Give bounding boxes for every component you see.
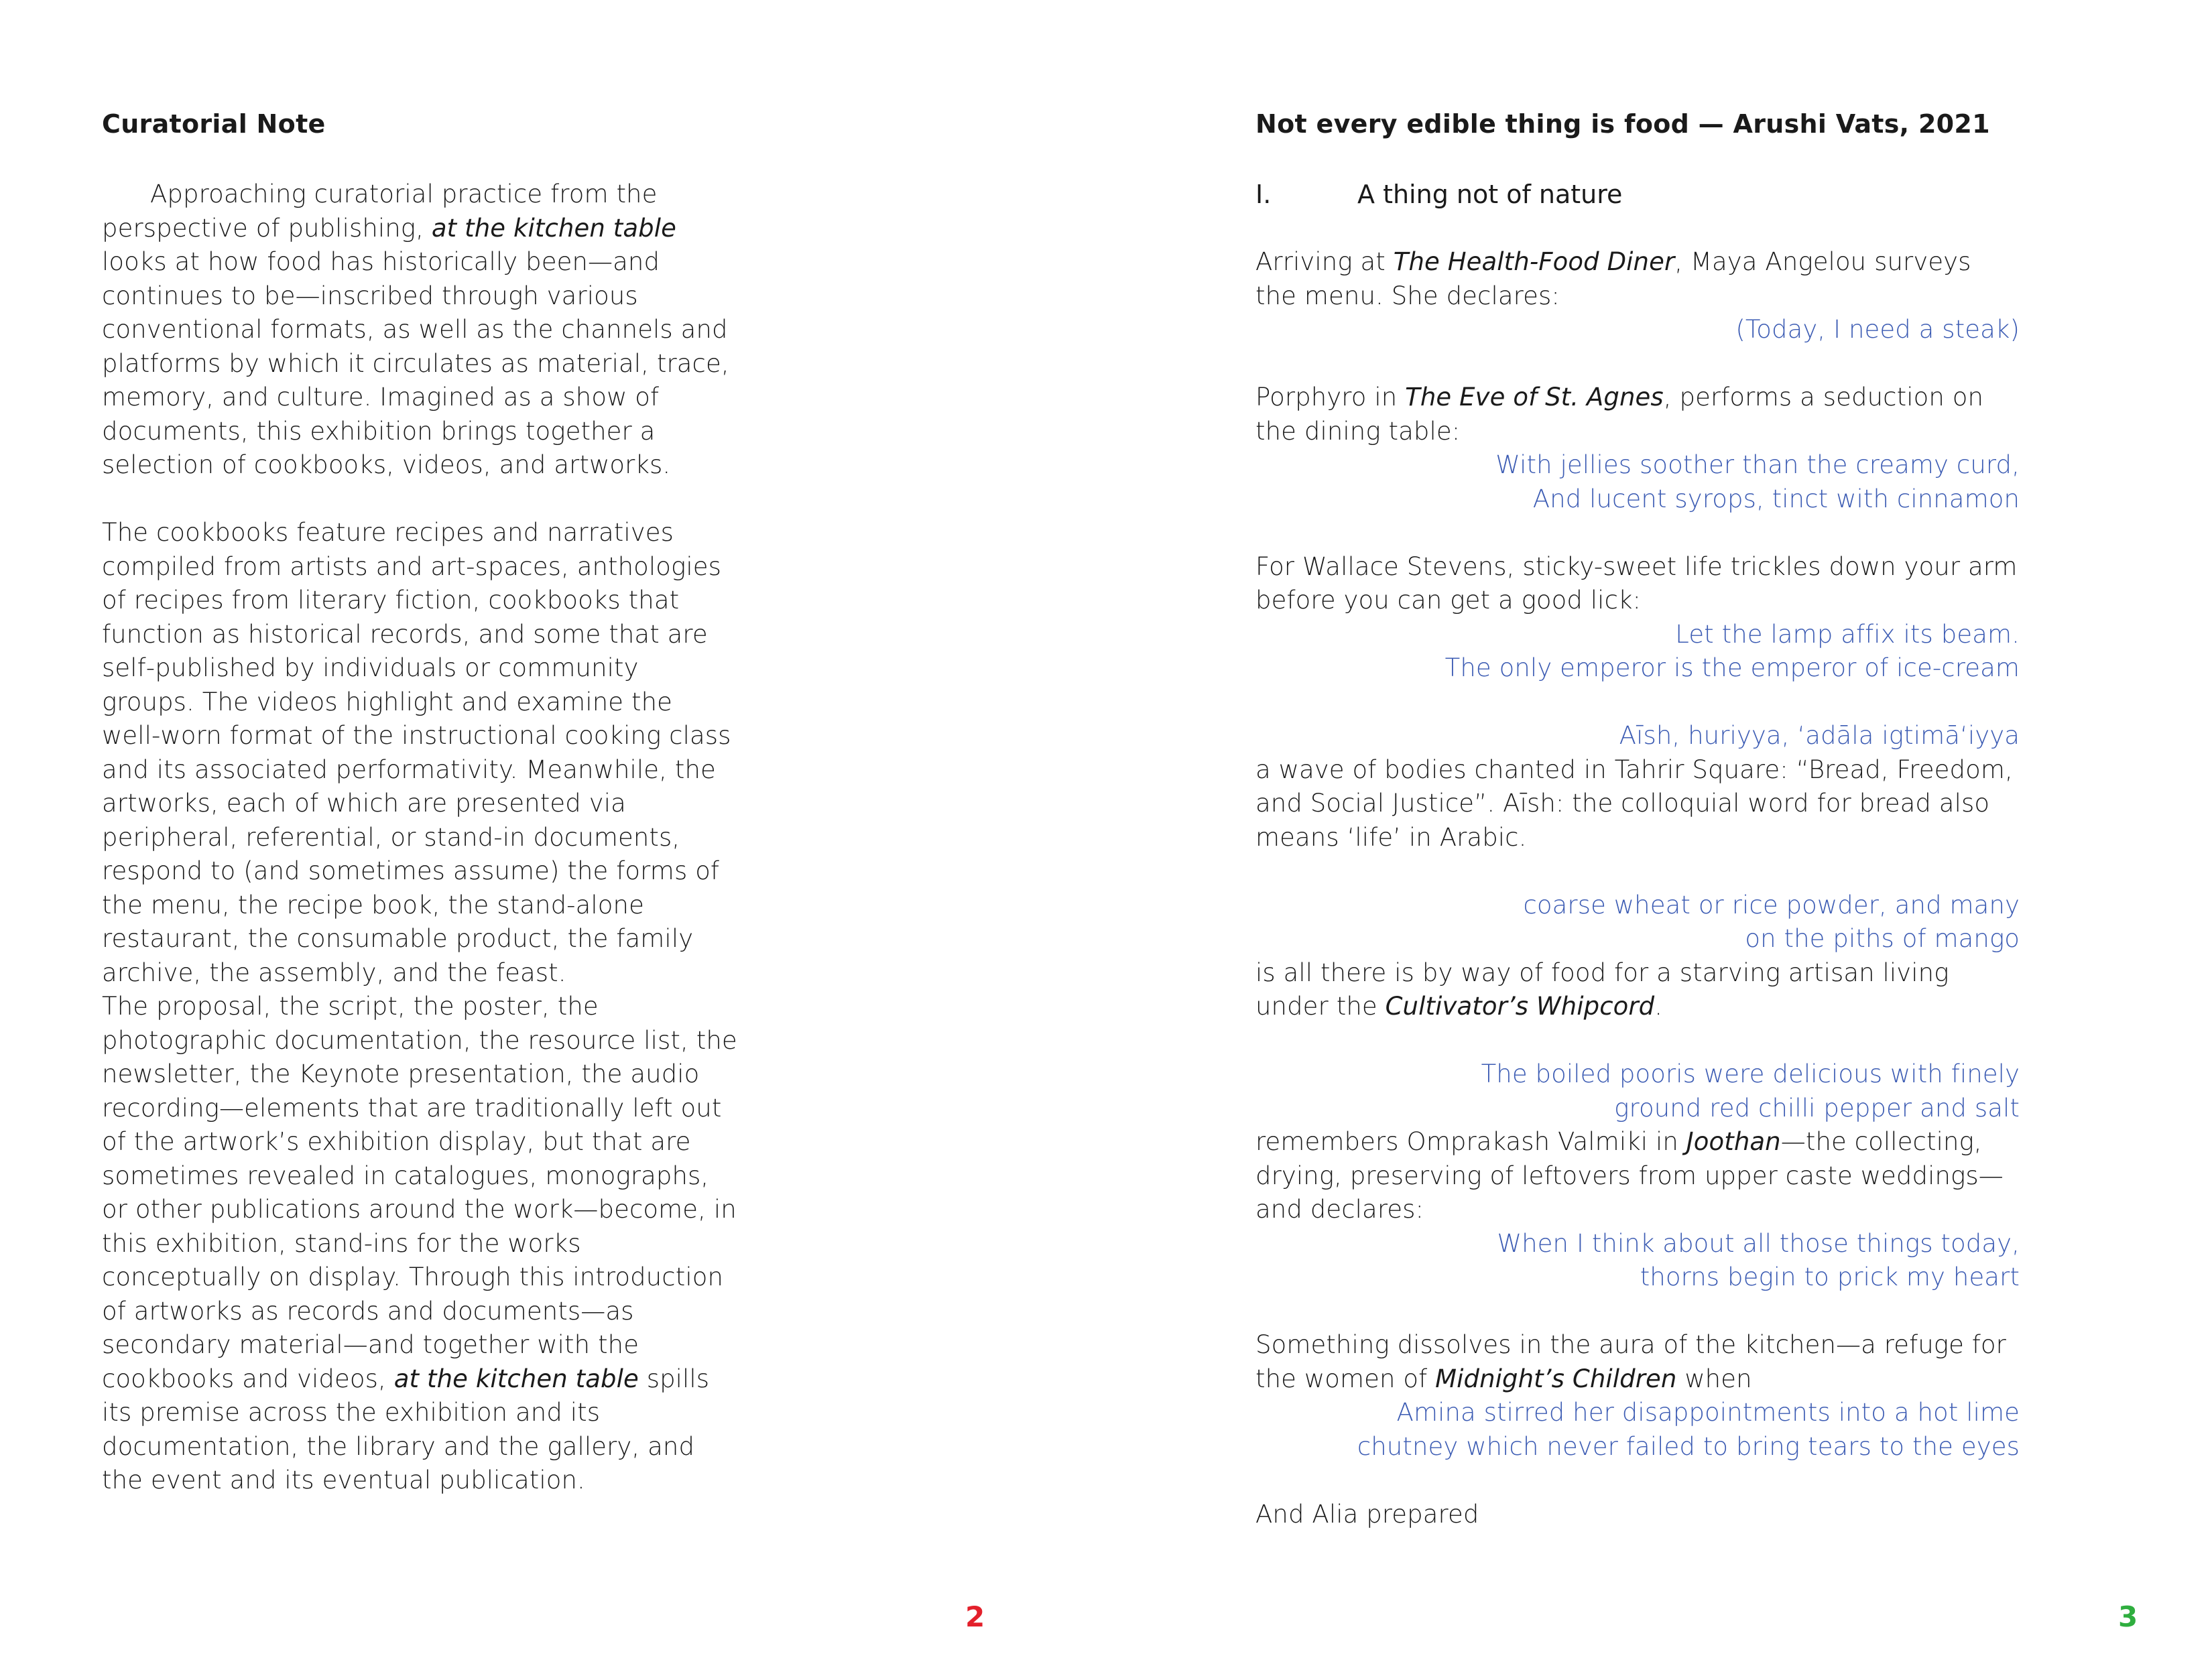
title-italic: Midnight’s Children — [1435, 1364, 1677, 1393]
body-alia: And Alia prepared — [1255, 1499, 1479, 1529]
paragraph-proposal — [102, 990, 739, 1498]
section-number: I. — [1255, 180, 1272, 209]
intro-text-a: Approaching curatorial practice from the perspective of publishing, — [102, 180, 658, 243]
quote-valmiki-line-2: ground red chilli pepper and salt — [1614, 1093, 2020, 1123]
body-text: , Maya Angelou surveys the menu. She declares: — [1255, 247, 1971, 310]
right-page — [1255, 0, 2020, 1662]
quote-valmiki-2-line-1: When I think about all those things today, — [1497, 1228, 2020, 1258]
quote-rushdie-line-1: Amina stirred her disappointments into a hot lime — [1396, 1398, 2020, 1427]
body-valmiki — [1255, 1125, 2020, 1227]
body-text: Arriving at — [1255, 247, 1394, 276]
page-number-right: 3 — [2118, 1600, 2138, 1633]
quote-artisan-line-2: on the piths of mango — [1745, 924, 2020, 953]
quote-artisan-line-1: coarse wheat or rice powder, and many — [1523, 890, 2020, 919]
body-artisan — [1255, 956, 2020, 1024]
paragraph-cookbooks: The cookbooks feature recipes and narratives compiled from artists and art-spaces, anthologies of recipes from literary fiction, cookbooks that function as historical records, and some that are self-published by individuals or community groups. The videos highlight and examine the well-worn format of the instructional cooking class and its associated performativity. Meanwhile, the artworks, each of which are presented via peripheral, referential, or stand-in documents, respond to (and sometimes assume) the forms of the menu, the recipe book, the stand-alone restaurant, the consumable product, the family archive, the assembly, and the feast. — [102, 518, 731, 987]
body-text: , performs a seduction on the dining table: — [1255, 383, 1984, 446]
quote-stevens-line-1: Let the lamp affix its beam. — [1675, 619, 2020, 649]
title-italic: The Eve of St. Agnes — [1405, 383, 1664, 411]
body-rushdie — [1255, 1328, 2020, 1396]
exhibition-title-italic-2: at the kitchen table — [393, 1364, 639, 1393]
section-title: A thing not of nature — [1357, 180, 1623, 209]
quote-valmiki-line-1: The boiled pooris were delicious with finely — [1481, 1060, 2020, 1088]
body-tahrir: a wave of bodies chanted in Tahrir Square: “Bread, Freedom, and Social Justice”. Aīsh: the colloquial word for bread also means ‘life’ in Arabic. — [1255, 755, 2013, 852]
body-text: . — [1654, 992, 1663, 1021]
body-stevens: For Wallace Stevens, sticky-sweet life trickles down your arm before you can get a good lick: — [1255, 552, 2018, 615]
section-heading — [1255, 178, 1622, 211]
body-angelou — [1255, 245, 2020, 313]
title-italic: The Health-Food Diner — [1393, 247, 1675, 276]
quote-valmiki-2-line-2: thorns begin to prick my heart — [1640, 1263, 2020, 1291]
body-text: —the collecting, drying, preserving of leftovers from upper caste weddings—and declares: — [1255, 1127, 2004, 1224]
body-text: when — [1676, 1364, 1752, 1393]
body-text: Something dissolves in the aura of the kitchen—a refuge for the women of — [1255, 1330, 2006, 1393]
quote-tahrir: Aīsh, huriyya, ʻadāla igtimāʻiyya — [1619, 721, 2020, 750]
curatorial-note-title: Curatorial Note — [102, 109, 326, 139]
title-italic: Cultivator’s Whipcord — [1385, 992, 1655, 1021]
quote-angelou: (Today, I need a steak) — [1735, 315, 2020, 344]
body-text: remembers Omprakash Valmiki in — [1255, 1127, 1686, 1156]
intro-text-c: looks at how food has historically been—and continues to be—inscribed through various conventional formats, as well as the channels and platforms by which it circulates as material, trace, memory, and culture. Imagined as a show of documents, this exhibition brings together a selection of cookbooks, videos, and artworks. — [102, 247, 729, 479]
left-page — [102, 0, 739, 1662]
proposal-text-a: The proposal, the script, the poster, the photographic documentation, the resource list, the newsletter, the Keynote presentation, the audio recording—elements that are traditionally left out of the artwork’s exhibition display, but that are sometimes revealed in catalogues, monographs, or other publications around the work—become, in this exhibition, stand-ins for the works conceptually on display. Through this introduction of artworks as records and documents—as secondary material—and together with the cookbooks and videos, — [102, 992, 737, 1393]
page-number-left: 2 — [965, 1600, 985, 1633]
title-italic: Joothan — [1686, 1127, 1781, 1156]
quote-keats-line-2: And lucent syrops, tinct with cinnamon — [1532, 484, 2020, 513]
quote-stevens-line-2: The only emperor is the emperor of ice-cream — [1445, 653, 2020, 682]
quote-keats-line-1: With jellies soother than the creamy curd, — [1495, 450, 2020, 479]
proposal-text-c: spills its premise across the exhibition and its documentation, the library and the gallery, and the event and its eventual publication. — [102, 1364, 710, 1494]
exhibition-title-italic: at the kitchen table — [431, 213, 676, 243]
body-text: is all there is by way of food for a starving artisan living under the — [1255, 958, 1949, 1021]
essay-body — [1255, 245, 2020, 1531]
essay-title: Not every edible thing is food — Arushi Vats, 2021 — [1255, 109, 1990, 139]
paragraph-intro — [102, 178, 739, 483]
body-porphyro — [1255, 381, 2020, 448]
quote-rushdie-line-2: chutney which never failed to bring tears to the eyes — [1357, 1431, 2020, 1461]
body-text: Porphyro in — [1255, 383, 1406, 411]
